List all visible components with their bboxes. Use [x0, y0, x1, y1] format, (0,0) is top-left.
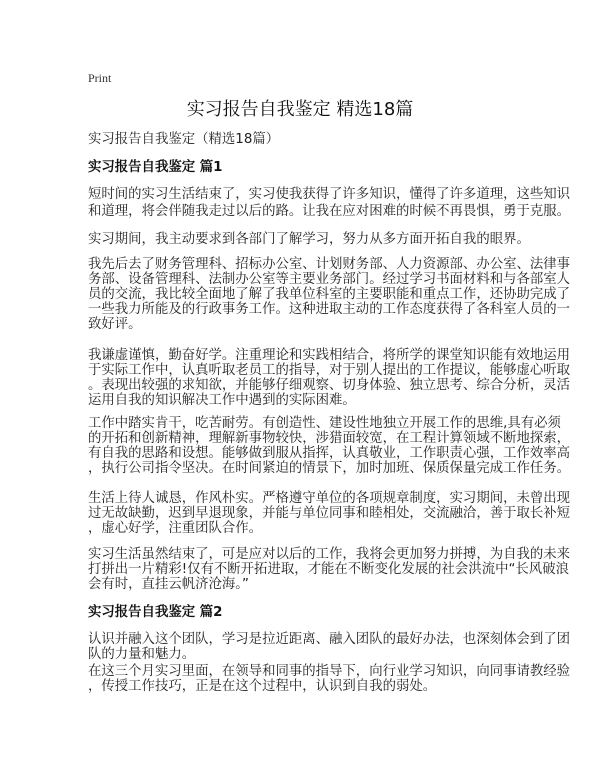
- text-line: 生活上待人诚恳，作风朴实。严格遵守单位的各项规章制度，实习期间，未曾出现: [88, 491, 571, 506]
- text-line: 我先后去了财务管理科、招标办公室、计划财务部、人力资源部、办公室、法律事: [88, 257, 571, 272]
- paragraph: [88, 632, 571, 662]
- text-line: 队的力量和魅力。: [88, 647, 196, 662]
- text-line: 认识并融入这个团队，学习是拉近距离、融入团队的最好办法，也深刻体会到了团: [88, 632, 571, 647]
- paragraph: [88, 491, 571, 536]
- section-heading-2: 实习报告自我鉴定 篇2: [88, 605, 223, 620]
- text-line: 实习生活虽然结束了，可是应对以后的工作，我将会更加努力拼搏，为自我的未来: [88, 547, 571, 562]
- text-line: 过无故缺勤，迟到早退现象，并能与单位同事和睦相处，交流融洽，善于取长补短: [88, 506, 571, 521]
- text-line: 有自我的思路和设想。能够做到服从指挥，认真敬业，工作职责心强，工作效率高: [88, 446, 571, 461]
- text-line: ，虚心好学，注重团队合作。: [88, 521, 263, 536]
- print-link[interactable]: Print: [88, 71, 112, 85]
- text-line: ，执行公司指令坚决。在时间紧迫的情景下，加时加班、保质保量完成工作任务。: [88, 461, 571, 476]
- text-line: 短时间的实习生活结束了，实习使我获得了许多知识，懂得了许多道理，这些知识: [88, 187, 571, 202]
- text-line: 致好评。: [88, 317, 142, 332]
- text-line: 工作中踏实肯干，吃苦耐劳。有创造性、建设性地独立开展工作的思维,具有必须: [88, 416, 561, 431]
- paragraph: [88, 547, 571, 592]
- text-line: 务部、设备管理科、法制办公室等主要业务部门。经过学习书面材料和与各部室人: [88, 272, 571, 287]
- text-line: 。表现出较强的求知欲，并能够仔细观察、切身体验、独立思考、综合分析，灵活: [88, 378, 571, 393]
- text-line: 运用自我的知识解决工作中遇到的实际困难。: [88, 393, 356, 408]
- document-subtitle: 实习报告自我鉴定（精选18篇）: [88, 132, 280, 147]
- paragraph: [88, 257, 571, 332]
- text-line: 实习期间，我主动要求到各部门了解学习，努力从多方面开拓自我的眼界。: [88, 232, 530, 247]
- page-title: 实习报告自我鉴定 精选18篇: [186, 99, 414, 120]
- text-line: 会有时，直挂云帆济沧海。”: [88, 577, 249, 592]
- paragraph: [88, 232, 528, 247]
- text-line: 员的交流，我比较全面地了解了我单位科室的主要职能和重点工作，还协助完成了: [88, 287, 571, 302]
- text-line: 于实际工作中，认真听取老员工的指导，对于别人提出的工作提议，能够虚心听取: [88, 363, 571, 378]
- text-line: 的开拓和创新精神，理解新事物较快，涉猎面较宽，在工程计算领域不断地探索，: [88, 431, 571, 446]
- paragraph: [88, 416, 571, 476]
- text-line: 我谦虚谨慎，勤奋好学。注重理论和实践相结合，将所学的课堂知识能有效地运用: [88, 348, 571, 363]
- text-line: 在这三个月实习里面，在领导和同事的指导下，向行业学习知识，向同事请教经验: [88, 664, 571, 679]
- text-line: 打拼出一片精彩!仅有不断开拓进取，才能在不断变化发展的社会洪流中“长风破浪: [88, 562, 569, 577]
- paragraph: [88, 187, 571, 219]
- paragraph: [88, 664, 571, 694]
- text-line: 一些我力所能及的行政事务工作。这种进取主动的工作态度获得了各科室人员的一: [88, 302, 571, 317]
- text-line: 和道理，将会伴随我走过以后的路。让我在应对困难的时候不再畏惧，勇于克服。: [88, 204, 571, 219]
- paragraph: [88, 348, 571, 408]
- text-line: ，传授工作技巧，正是在这个过程中，认识到自我的弱处。: [88, 679, 437, 694]
- section-heading-1: 实习报告自我鉴定 篇1: [88, 160, 223, 175]
